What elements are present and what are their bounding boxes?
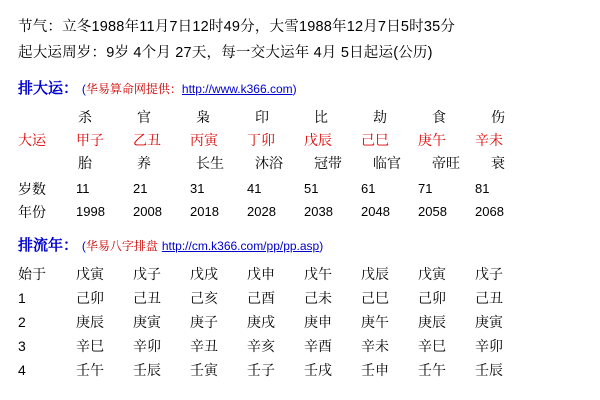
liunian-start-cell: 戊申 <box>247 266 275 282</box>
dayun-ganzhi-cell: 丙寅 <box>190 131 218 148</box>
dayun-changsheng-cell: 沐浴 <box>255 154 283 171</box>
dayun-age-cell: 41 <box>247 181 262 196</box>
dayun-shishen-cell: 枭 <box>196 108 210 125</box>
dayun-ganzhi-cell: 乙丑 <box>133 131 161 148</box>
liunian-section-header <box>18 233 590 258</box>
liunian-table <box>18 262 590 382</box>
jieqi-text: 立冬1988年11月7日12时49分，大雪1988年12月7日5时35分 <box>62 19 456 35</box>
dayun-changsheng-cell: 长生 <box>196 154 224 171</box>
dayun-changsheng-cell: 冠带 <box>314 154 342 171</box>
dayun-ganzhi-label: 大运 <box>18 131 46 148</box>
jieqi-label: 节气： <box>18 19 63 35</box>
liunian-cell: 壬戌 <box>304 362 332 378</box>
dayun-shishen-cell: 食 <box>432 108 446 125</box>
liunian-title: 排流年： <box>18 237 79 254</box>
liunian-cell: 庚戌 <box>247 314 275 330</box>
qiyun-line <box>18 40 590 66</box>
dayun-changsheng-cell: 帝旺 <box>432 154 460 171</box>
liunian-row-index: 2 <box>18 314 26 330</box>
dayun-age-cell: 61 <box>361 181 376 196</box>
dayun-paren-open: ( <box>81 82 86 96</box>
liunian-cell: 庚申 <box>304 314 332 330</box>
dayun-ganzhi-row <box>18 128 590 151</box>
dayun-year-cell: 2008 <box>133 204 162 219</box>
liunian-cell: 庚辰 <box>76 314 104 330</box>
liunian-cell: 壬午 <box>76 362 104 378</box>
liunian-row-index: 1 <box>18 290 26 306</box>
dayun-age-cell: 21 <box>133 181 148 196</box>
liunian-cell: 庚午 <box>361 314 389 330</box>
dayun-year-cell: 2038 <box>304 204 333 219</box>
jieqi-line <box>18 14 590 40</box>
liunian-cell: 庚子 <box>190 314 218 330</box>
liunian-cell: 己丑 <box>475 290 503 306</box>
dayun-age-cell: 51 <box>304 181 319 196</box>
dayun-age-row <box>18 177 590 200</box>
dayun-title: 排大运： <box>18 80 79 97</box>
liunian-row-index: 4 <box>18 362 26 378</box>
liunian-cell: 壬申 <box>361 362 389 378</box>
liunian-start-cell: 戊辰 <box>361 266 389 282</box>
liunian-start-label: 始于 <box>18 266 46 282</box>
dayun-changsheng-cell: 衰 <box>491 154 505 171</box>
dayun-shishen-row <box>18 105 590 128</box>
qiyun-label: 起大运周岁： <box>18 45 107 61</box>
liunian-start-cell: 戊寅 <box>418 266 446 282</box>
dayun-shishen-cell: 杀 <box>78 108 92 125</box>
liunian-cell: 辛卯 <box>475 338 503 354</box>
dayun-year-cell: 2018 <box>190 204 219 219</box>
liunian-cell: 壬辰 <box>133 362 161 378</box>
liunian-cell: 辛未 <box>361 338 389 354</box>
dayun-shishen-cell: 官 <box>137 108 151 125</box>
liunian-cell: 辛亥 <box>247 338 275 354</box>
liunian-cell: 辛巳 <box>76 338 104 354</box>
dayun-changsheng-cell: 胎 <box>78 154 92 171</box>
liunian-paren-open: ( <box>81 239 86 253</box>
dayun-changsheng-cell: 临官 <box>373 154 401 171</box>
liunian-row-index: 3 <box>18 338 26 354</box>
liunian-row <box>18 334 590 358</box>
dayun-ganzhi-cell: 戊辰 <box>304 131 332 148</box>
dayun-age-label: 岁数 <box>18 180 46 197</box>
liunian-paren-close: ) <box>319 239 324 253</box>
dayun-shishen-cell: 比 <box>314 108 328 125</box>
liunian-row <box>18 358 590 382</box>
liunian-cell: 壬午 <box>418 362 446 378</box>
liunian-cell: 己酉 <box>247 290 275 306</box>
dayun-provider: 华易算命网提供： <box>85 82 182 96</box>
dayun-year-row <box>18 200 590 223</box>
liunian-cell: 己卯 <box>76 290 104 306</box>
liunian-start-row <box>18 262 590 286</box>
dayun-ganzhi-cell: 甲子 <box>76 131 104 148</box>
liunian-cell: 辛卯 <box>133 338 161 354</box>
liunian-cell: 壬辰 <box>475 362 503 378</box>
liunian-cell: 辛丑 <box>190 338 218 354</box>
dayun-age-cell: 31 <box>190 181 205 196</box>
dayun-shishen-cell: 伤 <box>491 108 505 125</box>
dayun-ganzhi-cell: 庚午 <box>418 131 446 148</box>
liunian-link[interactable]: http://cm.k366.com/pp/pp.asp <box>161 239 320 253</box>
qiyun-text: 9岁 4个月 27天，每一交大运年 4月 5日起运(公历) <box>106 45 433 61</box>
liunian-cell: 庚寅 <box>475 314 503 330</box>
dayun-shishen-cell: 劫 <box>373 108 387 125</box>
dayun-table <box>18 105 590 223</box>
dayun-ganzhi-cell: 辛未 <box>475 131 503 148</box>
dayun-year-cell: 2058 <box>418 204 447 219</box>
liunian-start-cell: 戊子 <box>133 266 161 282</box>
liunian-start-cell: 戊子 <box>475 266 503 282</box>
liunian-cell: 庚辰 <box>418 314 446 330</box>
dayun-age-cell: 71 <box>418 181 433 196</box>
dayun-paren-close: ) <box>292 82 297 96</box>
liunian-cell: 壬子 <box>247 362 275 378</box>
dayun-changsheng-cell: 养 <box>137 154 151 171</box>
dayun-year-cell: 2068 <box>475 204 504 219</box>
liunian-cell: 辛酉 <box>304 338 332 354</box>
liunian-start-cell: 戊戌 <box>190 266 218 282</box>
liunian-start-cell: 戊午 <box>304 266 332 282</box>
dayun-ganzhi-cell: 丁卯 <box>247 131 275 148</box>
liunian-start-cell: 戊寅 <box>76 266 104 282</box>
dayun-year-label: 年份 <box>18 203 46 220</box>
dayun-year-cell: 2048 <box>361 204 390 219</box>
liunian-cell: 辛巳 <box>418 338 446 354</box>
liunian-provider: 华易八字排盘 <box>85 239 158 253</box>
liunian-cell: 己未 <box>304 290 332 306</box>
dayun-age-cell: 81 <box>475 181 490 196</box>
liunian-cell: 庚寅 <box>133 314 161 330</box>
liunian-cell: 己丑 <box>133 290 161 306</box>
dayun-age-cell: 11 <box>76 181 90 196</box>
liunian-row <box>18 310 590 334</box>
dayun-ganzhi-cell: 己巳 <box>361 131 389 148</box>
dayun-shishen-cell: 印 <box>255 108 269 125</box>
dayun-section-header <box>18 76 590 101</box>
liunian-cell: 壬寅 <box>190 362 218 378</box>
dayun-year-cell: 1998 <box>76 204 105 219</box>
dayun-link[interactable]: http://www.k366.com <box>181 82 293 96</box>
liunian-cell: 己卯 <box>418 290 446 306</box>
liunian-cell: 己亥 <box>190 290 218 306</box>
liunian-row <box>18 286 590 310</box>
dayun-year-cell: 2028 <box>247 204 276 219</box>
liunian-cell: 己巳 <box>361 290 389 306</box>
dayun-changsheng-row <box>18 151 590 174</box>
